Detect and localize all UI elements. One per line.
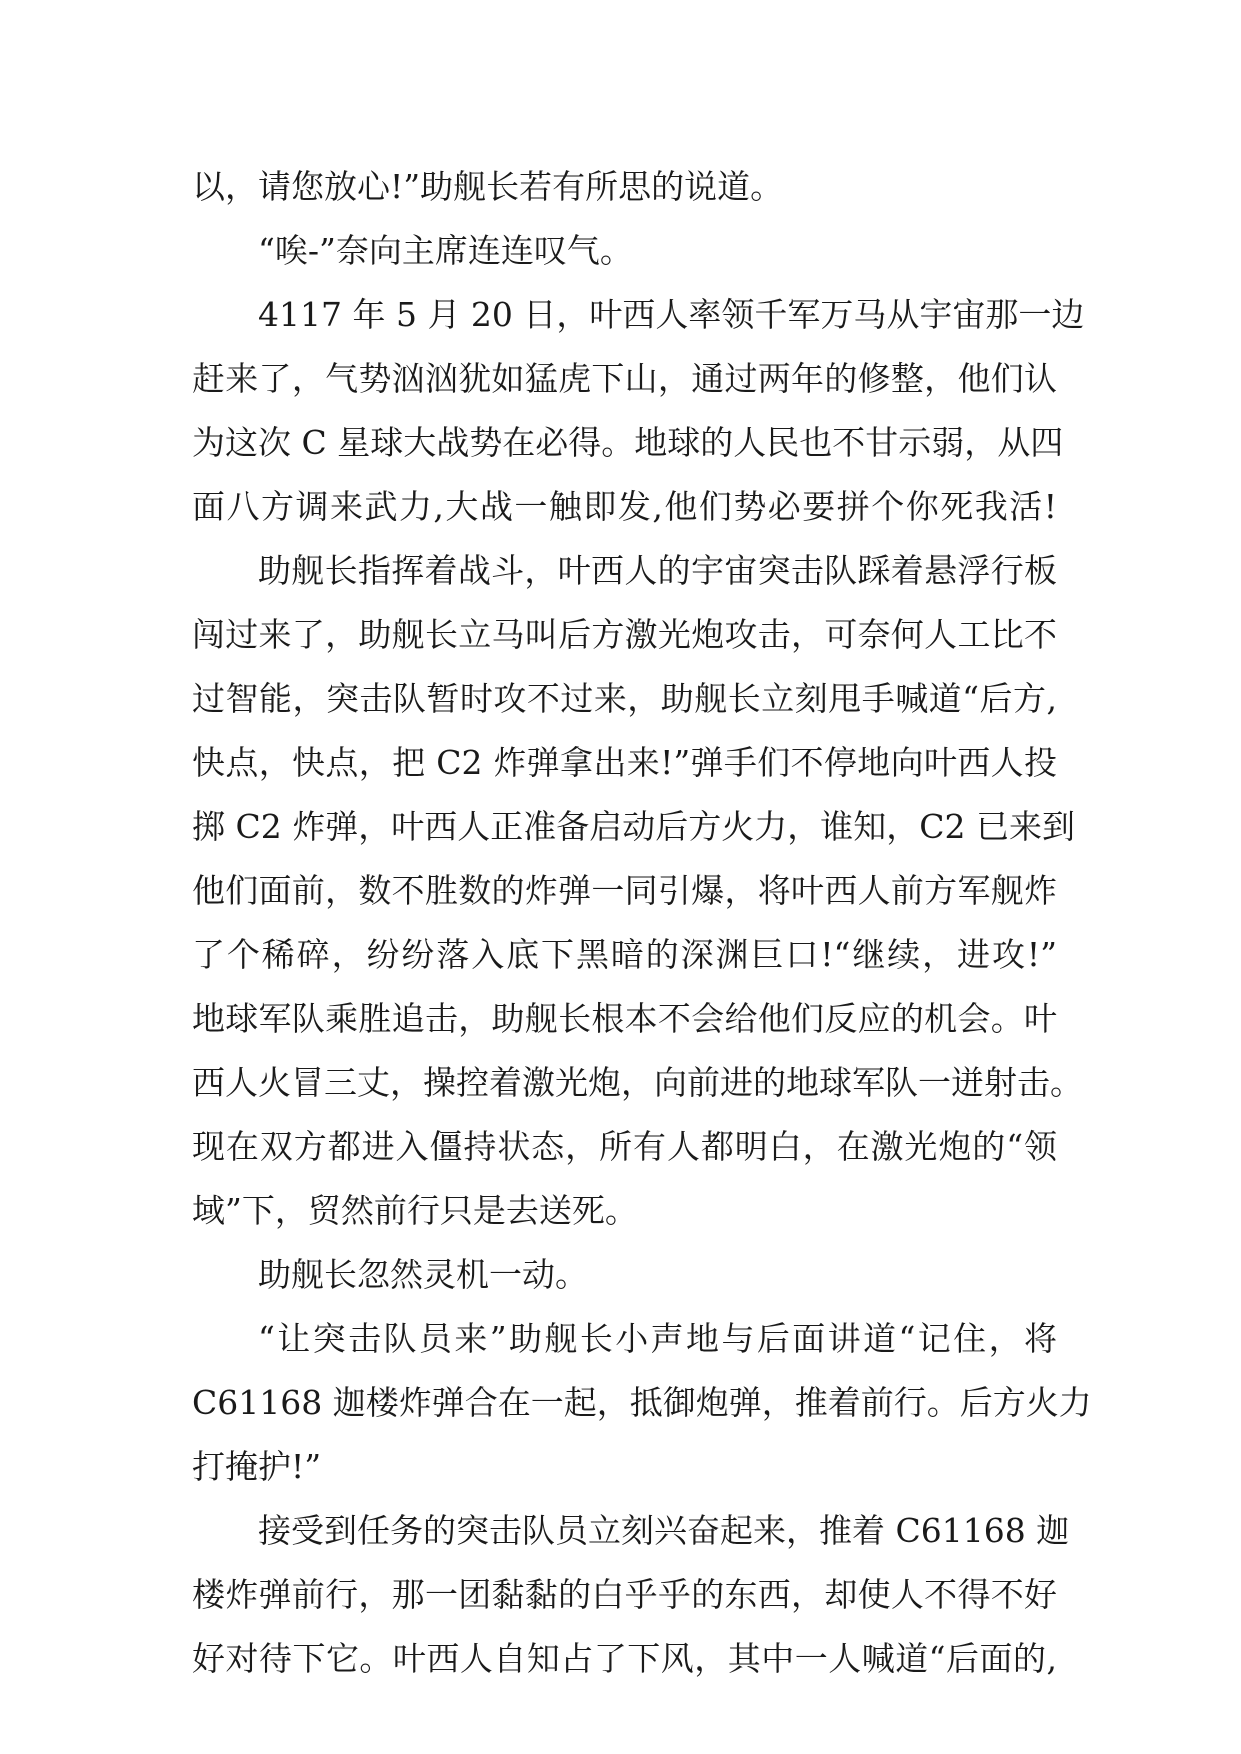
text-line: 为这次 C 星球大战势在必得。地球的人民也不甘示弱，从四 [192,423,1064,462]
text-line: “让突击队员来”助舰长小声地与后面讲道“记住，将 [258,1319,1057,1358]
text-line: 面八方调来武力,大战一触即发,他们势必要拼个你死我活! [192,487,1057,526]
text-line: 4117 年 5 月 20 日，叶西人率领千军万马从宇宙那一边 [258,295,1085,334]
text-line: 赶来了，气势汹汹犹如猛虎下山，通过两年的修整，他们认 [192,359,1057,398]
text-line: 打掩护!” [192,1447,322,1486]
text-line: 助舰长指挥着战斗，叶西人的宇宙突击队踩着悬浮行板 [258,551,1057,590]
text-line: “唉-”奈向主席连连叹气。 [258,231,633,270]
text-line: 助舰长忽然灵机一动。 [258,1255,588,1294]
text-line: 闯过来了，助舰长立马叫后方激光炮攻击，可奈何人工比不 [192,615,1057,654]
text-line: 快点，快点，把 C2 炸弹拿出来!”弹手们不停地向叶西人投 [192,743,1057,782]
text-line: 他们面前，数不胜数的炸弹一同引爆，将叶西人前方军舰炸 [192,871,1057,910]
text-line: 了个稀碎，纷纷落入底下黑暗的深渊巨口!“继续，进攻!” [192,935,1057,974]
text-line: 掷 C2 炸弹，叶西人正准备启动后方火力，谁知，C2 已来到 [192,807,1075,846]
text-line: 以，请您放心!”助舰长若有所思的说道。 [192,167,784,206]
text-line: 地球军队乘胜追击，助舰长根本不会给他们反应的机会。叶 [192,999,1057,1038]
text-line: 西人火冒三丈，操控着激光炮，向前进的地球军队一迸射击。 [192,1063,1083,1102]
text-line: 好对待下它。叶西人自知占了下风，其中一人喊道“后面的, [192,1639,1057,1678]
document-page [192,155,1092,1691]
text-line: 现在双方都进入僵持状态，所有人都明白，在激光炮的“领 [192,1127,1057,1166]
text-line: C61168 迦楼炸弹合在一起，抵御炮弹，推着前行。后方火力 [192,1383,1092,1422]
text-line: 楼炸弹前行，那一团黏黏的白乎乎的东西，却使人不得不好 [192,1575,1057,1614]
text-line: 接受到任务的突击队员立刻兴奋起来，推着 C61168 迦 [258,1511,1070,1550]
text-line: 域”下，贸然前行只是去送死。 [192,1191,638,1230]
text-line: 过智能，突击队暂时攻不过来，助舰长立刻甩手喊道“后方, [192,679,1057,718]
